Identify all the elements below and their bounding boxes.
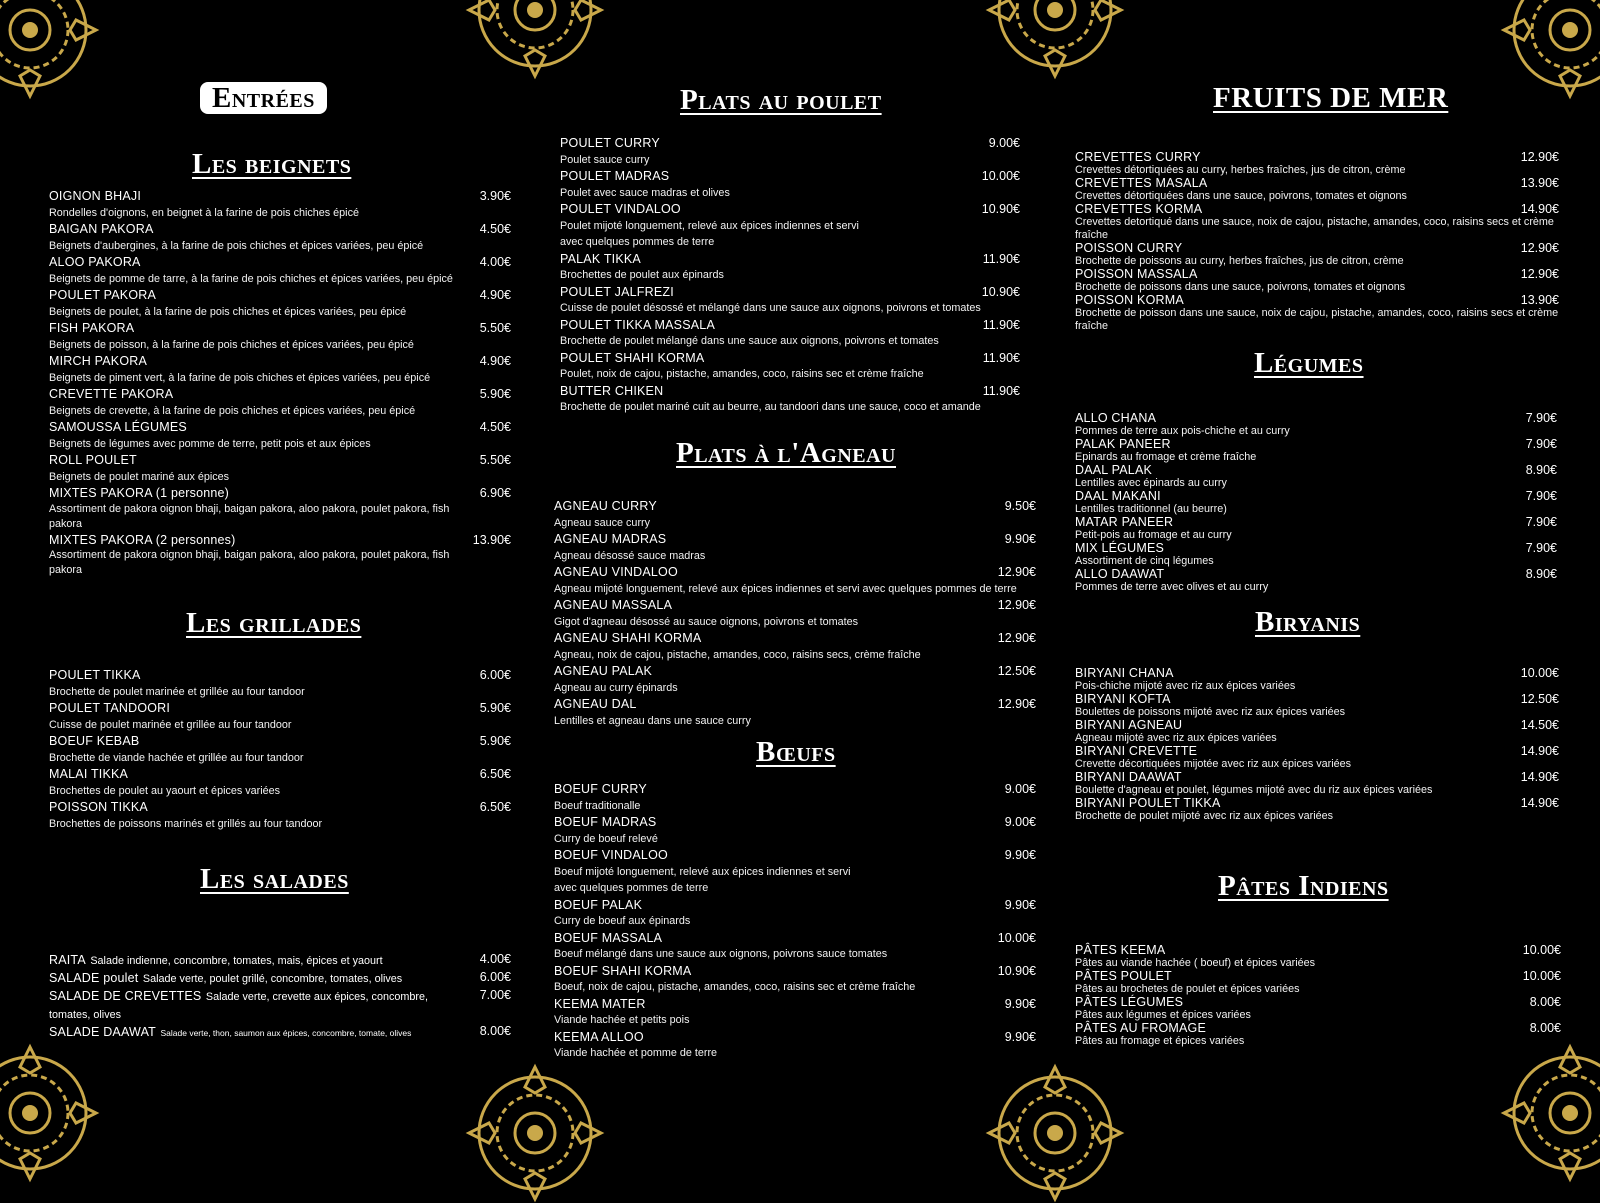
list-item: POULET TIKKA 6.00€ Brochette de poulet marinée et grillée au four tandoor [49,668,511,698]
list-item: POULET JALFREZI 10.90€ Cuisse de poulet désossé et mélangé dans une sauce aux oignons, poivrons et tomates [560,284,1020,314]
list-item: BOEUF CURRY 9.00€ Boeuf traditionalle [554,782,1036,812]
entrees-title: Entrées [200,82,327,114]
list-item: POISSON TIKKA 6.50€ Brochettes de poissons marinés et grillés au four tandoor [49,800,511,830]
list-item: POULET PAKORA 4.90€ Beignets de poulet, à la farine de pois chiches et épices variées, peu épicé [49,288,511,318]
list-item: PALAK PANEER 7.90€ Epinards au fromage et crème fraîche [1075,437,1557,463]
poulet-title: Plats au poulet [680,84,882,116]
salades-list [49,951,511,1041]
list-item: SAMOUSSA LÉGUMES 4.50€ Beignets de légumes avec pomme de terre, petit pois et aux épices [49,420,511,450]
list-item: POISSON MASSALA 12.90€ Brochette de poissons dans une sauce, poivrons, tomates et oignons [1075,267,1559,293]
gold-mandala-icon [1500,0,1600,100]
grillades-list [49,667,511,832]
gold-mandala-icon [0,0,100,100]
gold-mandala-icon [0,1043,100,1183]
gold-mandala-icon [1500,1043,1600,1183]
list-item: BOEUF PALAK 9.90€ Curry de boeuf aux épinards [554,897,1036,927]
gold-mandala-icon [985,1063,1125,1203]
biryanis-list [1075,667,1559,823]
boeufs-title: Bœufs [756,736,836,768]
list-item: PÂTES LÉGUMES 8.00€ Pâtes aux légumes et épices variées [1075,995,1561,1021]
list-item: BIRYANI POULET TIKKA 14.90€ Brochette de poulet mijoté avec riz aux épices variées [1075,796,1559,822]
list-item: MIRCH PAKORA 4.90€ Beignets de piment vert, à la farine de pois chiches et épices variées, peu épicé [49,354,511,384]
list-item: MIXTES PAKORA (1 personne) 6.90€ Assortiment de pakora oignon bhaji, baigan pakora, aloo pakora, poulet pakora, fish pakora [49,486,511,530]
beignets-title: Les beignets [192,148,352,180]
list-item: OIGNON BHAJI 3.90€ Rondelles d'oignons, en beignet à la farine de pois chiches épicé [49,189,511,219]
list-item: MALAI TIKKA 6.50€ Brochettes de poulet au yaourt et épices variées [49,767,511,797]
agneau-title: Plats à l'Agneau [676,437,896,469]
list-item: CREVETTES KORMA 14.90€ Crevettes detortiqué dans une sauce, noix de cajou, pistache, amandes, coco, raisins secs et crème fraîche [1075,202,1559,241]
list-item: BOEUF VINDALOO 9.90€ Boeuf mijoté longuement, relevé aux épices indiennes et servi avec quelques pommes de terre [554,848,1036,894]
list-item: KEEMA MATER 9.90€ Viande hachée et petits pois [554,996,1036,1026]
list-item: BAIGAN PAKORA 4.50€ Beignets d'aubergines, à la farine de pois chiches et épices variées, peu épicé [49,222,511,252]
list-item: POULET VINDALOO 10.90€ Poulet mijoté longuement, relevé aux épices indiennes et servi avec quelques pommes de terre [560,202,1020,248]
list-item: POULET MADRAS 10.00€ Poulet avec sauce madras et olives [560,169,1020,199]
list-item: PÂTES AU FROMAGE 8.00€ Pâtes au fromage et épices variées [1075,1021,1561,1047]
fruits-de-mer-title: FRUITS DE MER [1213,82,1449,114]
legumes-list [1075,412,1557,594]
list-item: ROLL POULET 5.50€ Beignets de poulet mariné aux épices [49,453,511,483]
list-item: BOEUF SHAHI KORMA 10.90€ Boeuf, noix de cajou, pistache, amandes, coco, raisins sec et crème fraîche [554,963,1036,993]
list-item: RAITA Salade indienne, concombre, tomates, mais, épices et yaourt 4.00€ [49,952,511,967]
list-item: AGNEAU DAL 12.90€ Lentilles et agneau dans une sauce curry [554,697,1036,727]
list-item: SALADE poulet Salade verte, poulet grillé, concombre, tomates, olives 6.00€ [49,970,511,985]
list-item: POULET SHAHI KORMA 11.90€ Poulet, noix de cajou, pistache, amandes, coco, raisins sec et crème fraîche [560,350,1020,380]
salades-title: Les salades [200,863,349,895]
list-item: PÂTES POULET 10.00€ Pâtes au brochetes de poulet et épices variées [1075,969,1561,995]
pates-list [1075,944,1561,1048]
gold-mandala-icon [465,1063,605,1203]
list-item: PALAK TIKKA 11.90€ Brochettes de poulet aux épinards [560,251,1020,281]
beignets-list [49,188,511,578]
list-item: KEEMA ALLOO 9.90€ Viande hachée et pomme de terre [554,1029,1036,1059]
list-item: MIX LÉGUMES 7.90€ Assortiment de cinq légumes [1075,541,1557,567]
list-item: POULET TIKKA MASSALA 11.90€ Brochette de poulet mélangé dans une sauce aux oignons, poivrons et tomates [560,317,1020,347]
list-item: SALADE DE CREVETTES Salade verte, crevette aux épices, concombre, tomates, olives 7.00€ [49,988,511,1021]
list-item: DAAL MAKANI 7.90€ Lentilles traditionnel (au beurre) [1075,489,1557,515]
list-item: POISSON KORMA 13.90€ Brochette de poisson dans une sauce, noix de cajou, pistache, amandes, coco, raisins secs et crème fraîche [1075,293,1559,332]
list-item: AGNEAU MASSALA 12.90€ Gigot d'agneau désossé au sauce oignons, poivrons et tomates [554,598,1036,628]
poulet-list [560,135,1020,416]
list-item: AGNEAU VINDALOO 12.90€ Agneau mijoté longuement, relevé aux épices indiennes et servi avec quelques pommes de terre [554,565,1036,595]
list-item: BOEUF MADRAS 9.00€ Curry de boeuf relevé [554,815,1036,845]
gold-mandala-icon [985,0,1125,80]
list-item: BIRYANI CREVETTE 14.90€ Crevette décortiquées mijotée avec riz aux épices variées [1075,744,1559,770]
list-item: ALOO PAKORA 4.00€ Beignets de pomme de tarre, à la farine de pois chiches et épices variées, peu épicé [49,255,511,285]
list-item: BIRYANI CHANA 10.00€ Pois-chiche mijoté avec riz aux épices variées [1075,666,1559,692]
biryanis-title: Biryanis [1255,606,1361,638]
list-item: CREVETTES CURRY 12.90€ Crevettes détortiquées au curry, herbes fraîches, jus de citron, crème [1075,150,1559,176]
list-item: MIXTES PAKORA (2 personnes) 13.90€ Assortiment de pakora oignon bhaji, baigan pakora, aloo pakora, poulet pakora, fish pakora [49,532,511,576]
list-item: POISSON CURRY 12.90€ Brochette de poissons au curry, herbes fraîches, jus de citron, crème [1075,241,1559,267]
boeufs-list [554,781,1036,1062]
list-item: PÂTES KEEMA 10.00€ Pâtes au viande hachée ( boeuf) et épices variées [1075,943,1561,969]
fruits-de-mer-list [1075,151,1559,333]
list-item: AGNEAU CURRY 9.50€ Agneau sauce curry [554,499,1036,529]
gold-mandala-icon [465,0,605,80]
list-item: AGNEAU PALAK 12.50€ Agneau au curry épinards [554,664,1036,694]
list-item: BOEUF KEBAB 5.90€ Brochette de viande hachée et grillée au four tandoor [49,734,511,764]
agneau-list [554,498,1036,729]
legumes-title: Légumes [1254,347,1364,379]
list-item: ALLO DAAWAT 8.90€ Pommes de terre avec olives et au curry [1075,567,1557,593]
list-item: AGNEAU SHAHI KORMA 12.90€ Agneau, noix de cajou, pistache, amandes, coco, raisins secs, crème fraîche [554,631,1036,661]
list-item: DAAL PALAK 8.90€ Lentilles avec épinards au curry [1075,463,1557,489]
list-item: MATAR PANEER 7.90€ Petit-pois au fromage et au curry [1075,515,1557,541]
list-item: POULET TANDOORI 5.90€ Cuisse de poulet marinée et grillée au four tandoor [49,701,511,731]
list-item: CREVETTES MASALA 13.90€ Crevettes détortiquées dans une sauce, poivrons, tomates et oignons [1075,176,1559,202]
list-item: BOEUF MASSALA 10.00€ Boeuf mélangé dans une sauce aux oignons, poivrons sauce tomates [554,930,1036,960]
list-item: ALLO CHANA 7.90€ Pommes de terre aux pois-chiche et au curry [1075,411,1557,437]
list-item: FISH PAKORA 5.50€ Beignets de poisson, à la farine de pois chiches et épices variées, peu épicé [49,321,511,351]
list-item: POULET CURRY 9.00€ Poulet sauce curry [560,136,1020,166]
list-item: BIRYANI AGNEAU 14.50€ Agneau mijoté avec riz aux épices variées [1075,718,1559,744]
list-item: SALADE DAAWAT Salade verte, thon, saumon aux épices, concombre, tomate, olives 8.00€ [49,1024,511,1039]
list-item: AGNEAU MADRAS 9.90€ Agneau désossé sauce madras [554,532,1036,562]
list-item: BIRYANI DAAWAT 14.90€ Boulette d'agneau et poulet, légumes mijoté avec du riz aux épices variées [1075,770,1559,796]
list-item: BIRYANI KOFTA 12.50€ Boulettes de poissons mijoté avec riz aux épices variées [1075,692,1559,718]
grillades-title: Les grillades [186,607,362,639]
pates-title: Pâtes Indiens [1218,870,1389,902]
list-item: CREVETTE PAKORA 5.90€ Beignets de crevette, à la farine de pois chiches et épices variées, peu épicé [49,387,511,417]
list-item: BUTTER CHIKEN 11.90€ Brochette de poulet mariné cuit au beurre, au tandoori dans une sauce, coco et amande [560,383,1020,413]
